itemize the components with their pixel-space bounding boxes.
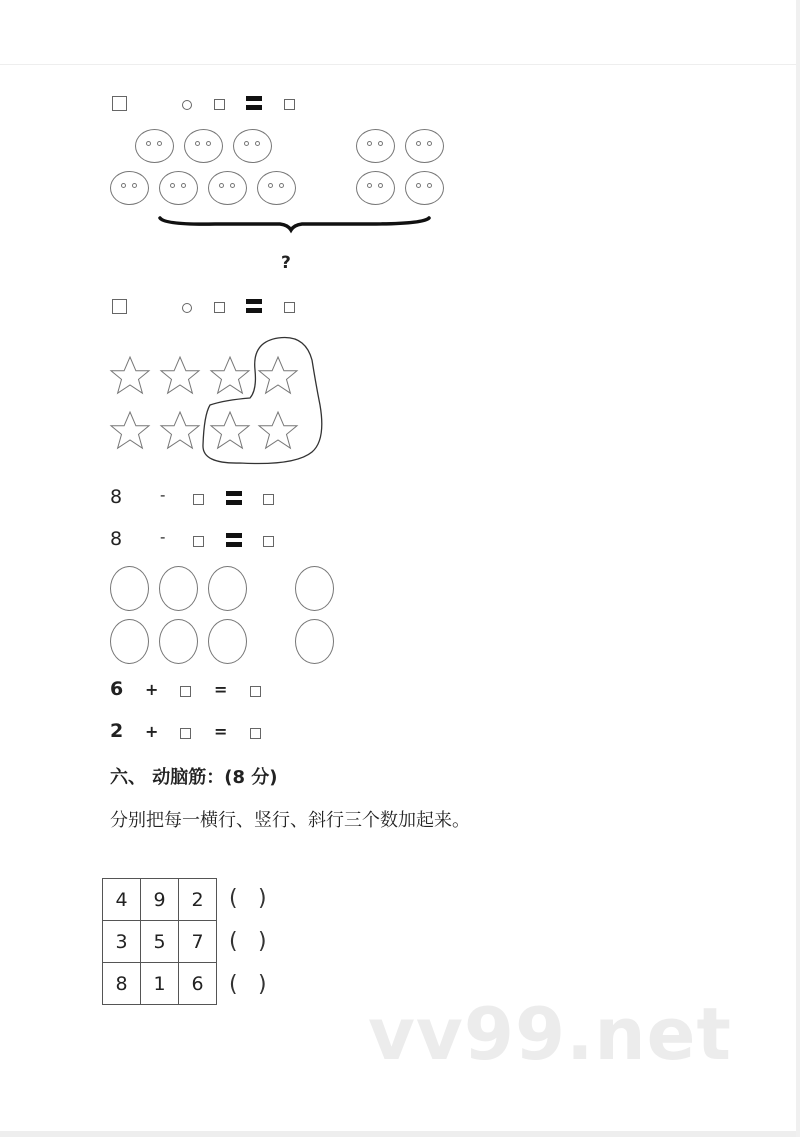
star-icon (161, 357, 199, 393)
answer-box (112, 299, 127, 314)
face-icon (405, 129, 444, 163)
minus-sign: - (160, 486, 166, 504)
grid-row (103, 963, 217, 1005)
answer-box (250, 686, 261, 697)
page-bottom-edge (0, 1131, 800, 1137)
face-icon (356, 171, 395, 205)
grid-row (103, 879, 217, 921)
oval-icon (110, 566, 149, 611)
oval-icon (159, 566, 198, 611)
answer-box (180, 728, 191, 739)
operator-circle (182, 303, 192, 313)
answer-paren-close: ) (258, 972, 267, 997)
answer-box (214, 302, 225, 313)
equals-sign (246, 96, 262, 110)
oval-icon (295, 619, 334, 664)
answer-box (112, 96, 127, 111)
answer-box (214, 99, 225, 110)
answer-box (250, 728, 261, 739)
operator-circle (182, 100, 192, 110)
addend: 2 (110, 720, 124, 742)
instruction-text: 分别把每一横行、竖行、斜行三个数加起来。 (110, 810, 470, 831)
oval-icon (110, 619, 149, 664)
face-icon (184, 129, 223, 163)
oval-icon (208, 566, 247, 611)
equals-sign (246, 299, 262, 313)
answer-box (284, 99, 295, 110)
grid-cell: 9 (141, 879, 179, 921)
answer-box (180, 686, 191, 697)
hand-drawn-circle (203, 337, 322, 463)
face-icon (405, 171, 444, 205)
grid-cell: 2 (179, 879, 217, 921)
section-heading: 六、 动脑筋：(8 分) (110, 767, 278, 788)
grid-cell: 8 (103, 963, 141, 1005)
minuend: 8 (110, 528, 123, 550)
grid-cell: 6 (179, 963, 217, 1005)
face-icon (159, 171, 198, 205)
stars-group (100, 330, 340, 475)
grid-row (103, 921, 217, 963)
answer-box (193, 494, 204, 505)
minus-sign: - (160, 528, 166, 546)
equals-sign (226, 533, 242, 547)
star-icon (111, 412, 149, 448)
addend: 6 (110, 678, 124, 700)
grid-cell: 5 (141, 921, 179, 963)
answer-box (284, 302, 295, 313)
face-icon (233, 129, 272, 163)
answer-paren-open: ( (229, 929, 238, 954)
equals-sign: = (214, 680, 228, 699)
grid-cell: 1 (141, 963, 179, 1005)
minuend: 8 (110, 486, 123, 508)
grid-cell: 3 (103, 921, 141, 963)
equals-sign (226, 491, 242, 505)
page-top-edge (0, 64, 800, 65)
magic-square-grid (102, 878, 217, 1005)
star-icon (259, 357, 297, 393)
oval-icon (159, 619, 198, 664)
star-icon (161, 412, 199, 448)
answer-box (193, 536, 204, 547)
answer-paren-open: ( (229, 972, 238, 997)
face-icon (208, 171, 247, 205)
answer-paren-close: ) (258, 929, 267, 954)
answer-box (263, 536, 274, 547)
face-icon (110, 171, 149, 205)
star-icon (259, 412, 297, 448)
answer-box (263, 494, 274, 505)
equals-sign: = (214, 722, 228, 741)
star-icon (111, 357, 149, 393)
face-icon (257, 171, 296, 205)
oval-icon (208, 619, 247, 664)
oval-icon (295, 566, 334, 611)
curly-brace-icon (155, 212, 435, 236)
page-right-edge (796, 0, 800, 1137)
watermark: vv99.net (368, 992, 732, 1076)
answer-paren-open: ( (229, 886, 238, 911)
question-mark: ? (281, 253, 291, 273)
answer-paren-close: ) (258, 886, 267, 911)
grid-cell: 4 (103, 879, 141, 921)
face-icon (356, 129, 395, 163)
star-icon (211, 412, 249, 448)
face-icon (135, 129, 174, 163)
plus-sign: + (145, 722, 159, 741)
grid-cell: 7 (179, 921, 217, 963)
plus-sign: + (145, 680, 159, 699)
star-icon (211, 357, 249, 393)
